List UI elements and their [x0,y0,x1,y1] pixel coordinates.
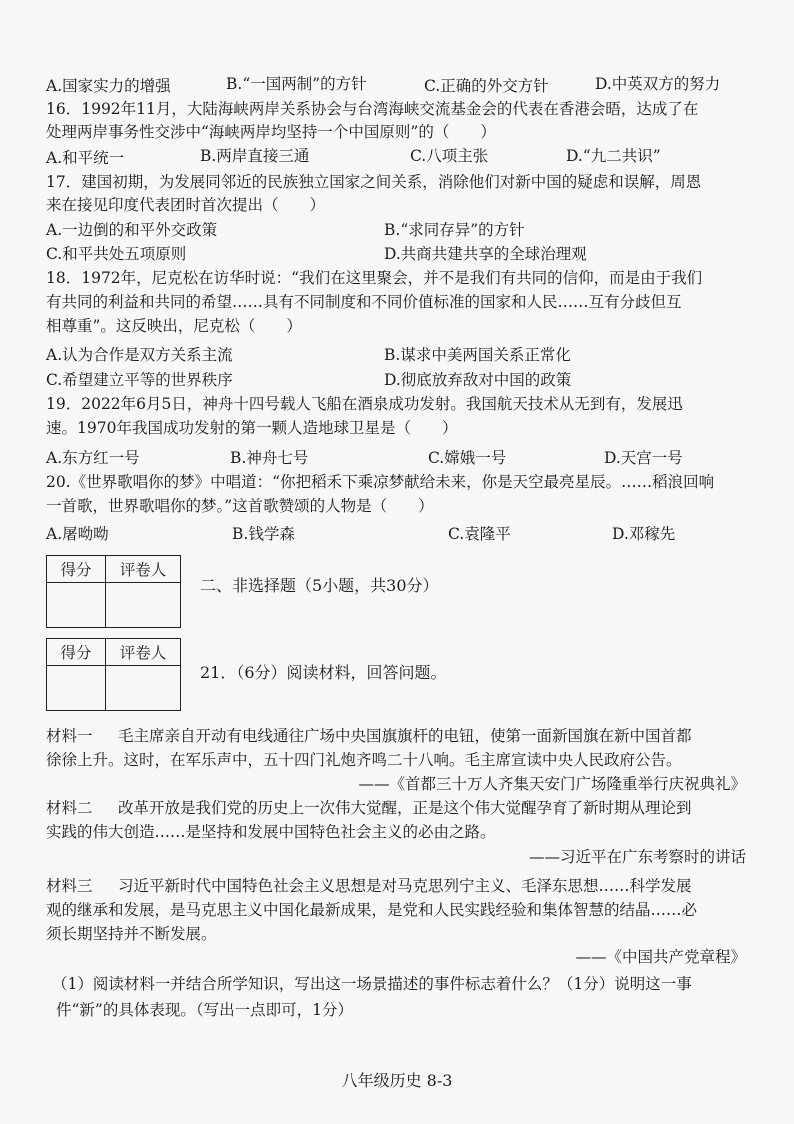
q17-stem-line-2: 来在接见印度代表团时首次提出（ ） [46,196,326,214]
material-2-line-2: 实践的伟大创造……是坚持和发展中国特色社会主义的必由之路。 [46,823,496,841]
grader-cell [106,583,181,628]
score-header: 得分 [47,556,106,583]
q15-option-b: B.“一国两制”的方针 [226,75,367,93]
q17-option-c: C.和平共处五项原则 [46,245,187,263]
q20-option-a: A.屠呦呦 [46,525,109,543]
score-cell [47,666,106,711]
q20-option-d: D.邓稼先 [612,525,676,543]
material-2-line-1: 改革开放是我们党的历史上一次伟大觉醒，正是这个伟大觉醒孕育了新时期从理论到 [118,799,692,817]
score-table-q21 [46,638,181,711]
material-3-line-1: 习近平新时代中国特色社会主义思想是对马克思列宁主义、毛泽东思想……科学发展 [118,877,692,895]
q16-stem-line-2: 处理两岸事务性交涉中“海峡两岸均坚持一个中国原则”的（ ） [46,123,496,141]
q15-option-c: C.正确的外交方针 [424,77,549,95]
material-1-line-1: 毛主席亲自开动有电线通往广场中央国旗旗杆的电钮，使第一面新国旗在新中国首都 [118,727,692,745]
score-table-section2 [46,555,181,628]
grader-header: 评卷人 [106,639,181,666]
q16-option-d: D.“九二共识” [566,147,661,165]
q15-option-a: A.国家实力的增强 [46,77,171,95]
q17-option-a: A.一边倒的和平外交政策 [46,221,218,239]
score-header: 得分 [47,639,106,666]
material-3-label: 材料三 [46,877,93,895]
q18-option-d: D.彻底放弃敌对中国的政策 [384,371,572,389]
q16-option-a: A.和平统一 [46,149,125,167]
q18-option-b: B.谋求中美两国关系正常化 [384,346,571,364]
q18-option-c: C.希望建立平等的世界秩序 [46,371,233,389]
q19-stem-line-2: 速。1970年我国成功发射的第一颗人造地球卫星是（ ） [46,419,458,437]
q21-title: 21．（6分）阅读材料，回答问题。 [200,663,447,682]
q19-option-a: A.东方红一号 [46,449,140,467]
grader-cell [106,666,181,711]
q17-option-d: D.共商共建共享的全球治理观 [384,245,587,263]
q16-option-b: B.两岸直接三通 [200,147,310,165]
q19-option-d: D.天宫一号 [604,449,683,467]
q20-stem-line-1: 20.《世界歌唱你的梦》中唱道：“你把稻禾下乘凉梦献给未来，你是天空最亮星辰。……稻浪回响 [46,473,715,491]
q20-option-b: B.钱学森 [232,525,295,543]
q20-option-c: C.袁隆平 [448,525,511,543]
material-3-line-2: 观的继承和发展，是马克思主义中国化最新成果，是党和人民实践经验和集体智慧的结晶……必 [46,901,698,919]
material-1-line-2: 徐徐上升。这时，在军乐声中，五十四门礼炮齐鸣二十八响。毛主席宣读中央人民政府公告。 [46,751,682,769]
q18-stem-line-3: 相尊重”。这反映出，尼克松（ ） [46,317,302,335]
q19-option-b: B.神舟七号 [230,449,309,467]
material-1-source: ——《首都三十万人齐集天安门广场隆重举行庆祝典礼》 [358,775,746,793]
q15-option-d: D.中英双方的努力 [595,75,721,93]
q18-option-a: A.认为合作是双方关系主流 [46,346,233,364]
q16-stem-line-1: 16．1992年11月，大陆海峡两岸关系协会与台湾海峡交流基金会的代表在香港会晤，达成了在 [46,100,699,118]
material-3-source: ——《中国共产党章程》 [575,948,746,966]
q21-sub1-line-1: （1）阅读材料一并结合所学知识，写出这一场景描述的事件标志着什么？（1分）说明这一事 [52,975,692,993]
q19-stem-line-1: 19．2022年6月5日，神舟十四号载人飞船在酒泉成功发射。我国航天技术从无到有，发展迅 [46,395,683,413]
score-cell [47,583,106,628]
material-1-label: 材料一 [46,727,93,745]
material-2-source: ——习近平在广东考察时的讲话 [528,848,746,866]
material-2-label: 材料二 [46,799,93,817]
q17-stem-line-1: 17．建国初期，为发展同邻近的民族独立国家之间关系，消除他们对新中国的疑虑和误解，周恩 [46,173,702,191]
q18-stem-line-2: 有共同的利益和共同的希望……具有不同制度和不同价值标准的国家和人民……互有分歧但互 [46,293,682,311]
page-footer: 八年级历史 8-3 [341,1071,453,1090]
q21-sub1-line-2: 件“新”的具体表现。（写出一点即可，1分） [56,1001,353,1019]
q19-option-c: C.嫦娥一号 [428,449,507,467]
q17-option-b: B.“求同存异”的方针 [384,221,525,239]
material-3-line-3: 须长期坚持并不断发展。 [46,925,217,943]
q18-stem-line-1: 18．1972年，尼克松在访华时说：“我们在这里聚会，并不是我们有共同的信仰，而是由于我们 [46,269,703,287]
q20-stem-line-2: 一首歌，世界歌唱你的梦。”这首歌赞颂的人物是（ ） [46,497,434,515]
q16-option-c: C.八项主张 [410,147,489,165]
section2-title: 二、非选择题（5小题，共30分） [200,576,439,595]
grader-header: 评卷人 [106,556,181,583]
